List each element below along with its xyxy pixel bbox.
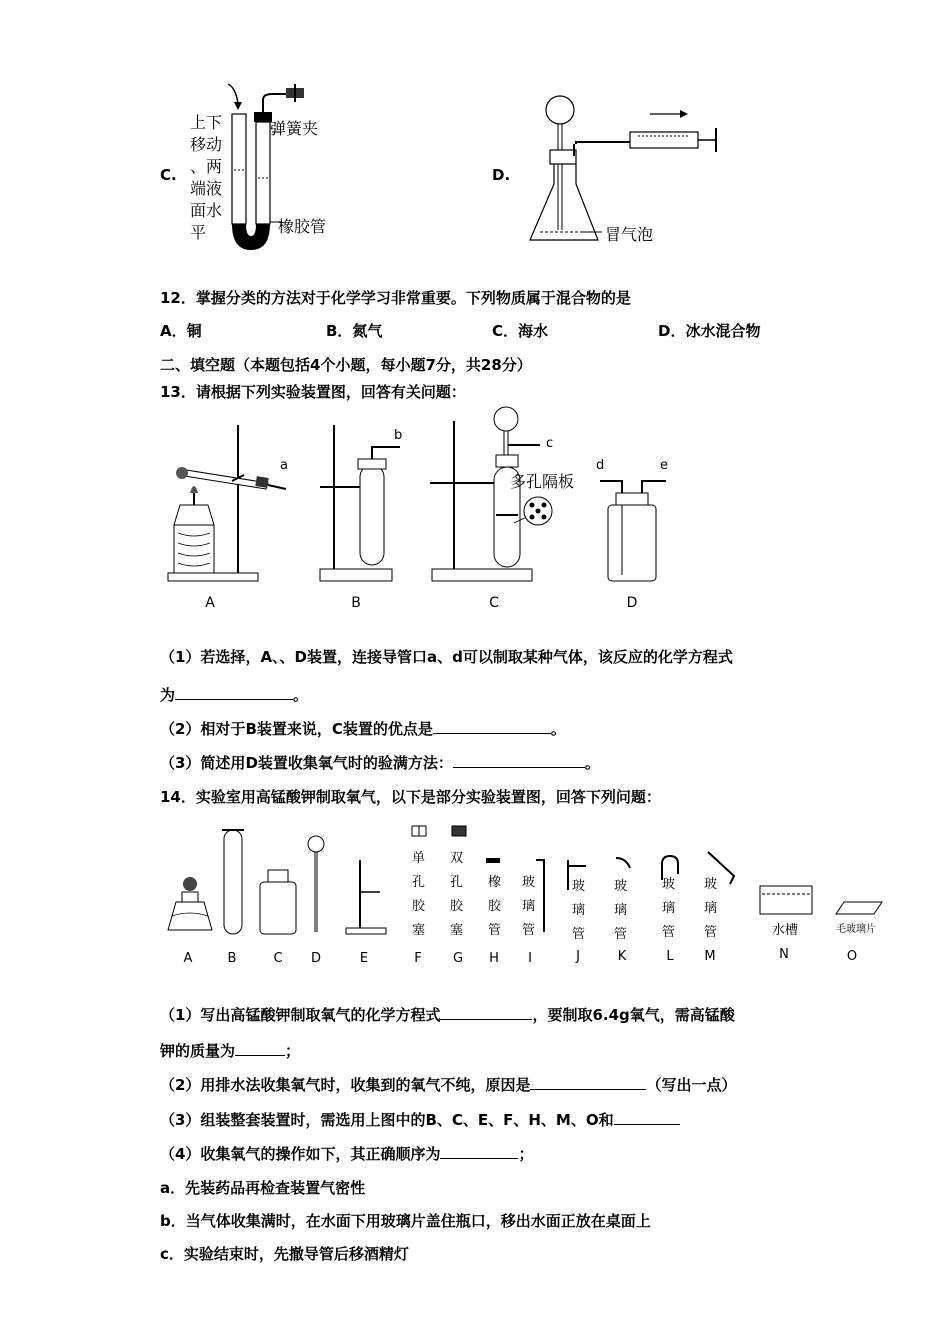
q14-part1-prefix: （1）写出高锰酸钾制取氧气的化学方程式	[160, 1006, 441, 1024]
q14-step-b: b．当气体收集满时，在水面下用玻璃片盖住瓶口，移出水面正放在桌面上	[160, 1212, 651, 1230]
q14-part1b-suffix: ；	[285, 1042, 301, 1060]
note-line: 端液	[190, 179, 223, 198]
svg-text:管: 管	[488, 923, 502, 938]
n-label: 水槽	[772, 923, 799, 938]
test-tube-b	[224, 830, 242, 934]
svg-text:管: 管	[614, 927, 628, 942]
answer-blank[interactable]	[440, 1005, 532, 1020]
q14-stem: 14．实验室用高锰酸钾制取氧气，以下是部分实验装置图，回答下列问题：	[160, 788, 661, 806]
q13-part2-suffix: 。	[550, 720, 566, 738]
svg-text:玻: 玻	[662, 877, 676, 892]
q13-part1-suffix: 。	[293, 686, 309, 704]
alcohol-lamp-a	[168, 877, 212, 930]
test-tube-b	[360, 465, 384, 565]
alcohol-lamp	[174, 505, 214, 525]
answer-blank[interactable]	[614, 1110, 680, 1125]
svg-text:胶: 胶	[450, 899, 464, 914]
bubble-label: 冒气泡	[605, 225, 654, 244]
svg-text:璃: 璃	[572, 903, 586, 918]
answer-blank[interactable]	[433, 719, 551, 734]
funnel-bulb	[546, 96, 574, 124]
i-label	[522, 874, 535, 938]
h-label	[488, 874, 502, 938]
q12-option-a: A．铜	[160, 322, 202, 340]
svg-text:O: O	[846, 949, 858, 964]
syringe-barrel	[630, 132, 698, 148]
svg-text:F: F	[414, 951, 422, 966]
iron-stand-e	[346, 860, 386, 934]
svg-text:管: 管	[522, 923, 536, 938]
stand-base	[168, 573, 258, 581]
apparatus-c	[430, 407, 574, 581]
svg-text:L: L	[666, 949, 674, 964]
q13-part1-answer-line	[160, 684, 308, 705]
q13-apparatus-figure	[160, 415, 680, 615]
note-line: 面水	[190, 201, 223, 220]
caption-d: D	[626, 595, 638, 611]
j-label	[572, 878, 585, 942]
port-e-label: e	[660, 458, 668, 473]
svg-text:M: M	[704, 949, 716, 964]
q13-part3-prefix: （3）简述用D装置收集氧气时的验满方法：	[160, 754, 453, 772]
k-label	[614, 878, 627, 942]
svg-text:C: C	[273, 951, 283, 966]
svg-text:双: 双	[450, 851, 464, 866]
u-bend	[232, 224, 270, 250]
q13-part1-prefix: 为	[160, 686, 176, 704]
q14-part1-cont	[160, 1040, 300, 1061]
port-c-label: c	[546, 436, 554, 451]
note-line: 上下	[190, 113, 223, 132]
svg-text:璃: 璃	[704, 901, 718, 916]
side-pipe	[576, 142, 630, 144]
right-tube	[256, 122, 270, 224]
q13-part1: （1）若选择，A、、D装置，连接导管口a、d可以制取某种气体，该反应的化学方程式	[160, 648, 733, 666]
glass-tube-k	[616, 858, 630, 868]
q14-captions	[184, 947, 858, 966]
svg-text:玻: 玻	[522, 875, 536, 890]
q14-part2	[160, 1074, 736, 1095]
q14-step-a: a．先装药品再检查装置气密性	[160, 1179, 366, 1197]
gas-bottle	[608, 505, 656, 581]
l-label	[662, 876, 675, 940]
svg-text:塞: 塞	[412, 923, 426, 938]
svg-text:玻: 玻	[614, 879, 628, 894]
q14-step-c: c．实验结束时，先撤导管后移酒精灯	[160, 1245, 409, 1263]
q14-part4-suffix: ；	[518, 1145, 534, 1163]
q13-part2	[160, 718, 566, 739]
svg-text:孔: 孔	[412, 875, 426, 890]
outlet-pipe	[263, 94, 290, 112]
svg-text:管: 管	[704, 925, 718, 940]
port-d-label: d	[596, 458, 605, 473]
q13-stem: 13．请根据下列实验装置图，回答有关问题：	[160, 383, 466, 401]
long-funnel-d	[308, 836, 324, 932]
svg-text:璃: 璃	[614, 903, 628, 918]
q14-part4	[160, 1143, 533, 1164]
q13-part2-prefix: （2）相对于B装置来说，C装置的优点是	[160, 720, 433, 738]
flask-stopper	[550, 150, 576, 164]
answer-blank[interactable]	[235, 1041, 285, 1056]
caption-a: A	[205, 595, 215, 611]
answer-blank[interactable]	[440, 1144, 518, 1159]
svg-text:N: N	[779, 947, 789, 962]
left-tube	[232, 114, 246, 224]
q12-option-d: D．冰水混合物	[658, 322, 761, 340]
apparatus-d	[596, 458, 668, 581]
caption-c: C	[489, 595, 499, 611]
q13-part3	[160, 752, 600, 773]
svg-text:G: G	[452, 951, 464, 966]
clip-label: 弹簧夹	[270, 119, 319, 138]
svg-text:K: K	[617, 949, 627, 964]
note-line: 平	[190, 223, 207, 242]
m-label	[704, 876, 717, 940]
svg-text:管: 管	[662, 925, 676, 940]
port-a-label: a	[280, 458, 288, 473]
svg-text:E: E	[359, 951, 369, 966]
svg-text:管: 管	[572, 927, 586, 942]
note-line: 移动	[190, 135, 223, 154]
svg-text:H: H	[489, 951, 499, 966]
rubber-tube-label: 橡胶管	[278, 217, 327, 236]
q13-part3-suffix: 。	[584, 754, 600, 772]
svg-text:A: A	[183, 951, 193, 966]
svg-text:孔: 孔	[450, 875, 464, 890]
svg-text:单: 单	[412, 851, 426, 866]
water-trough-n	[760, 886, 812, 914]
f-label	[412, 851, 426, 938]
q14-apparatus-figure	[160, 820, 890, 970]
option-d-letter: D.	[492, 166, 511, 184]
conical-flask	[530, 164, 598, 240]
caption-b: B	[351, 595, 361, 611]
q12-option-c: C．海水	[492, 322, 549, 340]
glass-slide-o	[836, 902, 882, 914]
svg-text:J: J	[576, 949, 580, 964]
double-hole-stopper	[452, 826, 466, 836]
svg-text:玻: 玻	[704, 877, 718, 892]
svg-text:塞: 塞	[450, 923, 464, 938]
apparatus-a	[168, 425, 288, 581]
arrow-head	[234, 102, 242, 110]
svg-text:璃: 璃	[662, 901, 676, 916]
funnel-c	[494, 407, 518, 431]
q14-part2-suffix: （写出一点）	[646, 1076, 737, 1094]
q12-option-b: B．氮气	[326, 322, 383, 340]
svg-text:玻: 玻	[572, 879, 586, 894]
svg-text:I: I	[528, 951, 532, 966]
q14-part3	[160, 1109, 680, 1130]
flame	[190, 486, 198, 493]
svg-text:B: B	[227, 951, 237, 966]
answer-blank[interactable]	[453, 753, 585, 768]
gas-bottle-c	[260, 870, 296, 934]
q14-part1-suffix: ，要制取6.4g氧气，需高锰酸	[532, 1006, 735, 1024]
port-b-label: b	[394, 428, 403, 443]
q12-stem: 12．掌握分类的方法对于化学学习非常重要。下列物质属于混合物的是	[160, 289, 631, 307]
q14-part2-prefix: （2）用排水法收集氧气时，收集到的氧气不纯，原因是	[160, 1076, 531, 1094]
g-label	[450, 851, 464, 938]
test-tube-a	[178, 469, 268, 489]
answer-blank[interactable]	[175, 685, 293, 700]
svg-text:璃: 璃	[522, 899, 536, 914]
answer-blank[interactable]	[530, 1075, 646, 1090]
q14-part1	[160, 1004, 735, 1025]
apparatus-b	[320, 425, 402, 581]
option-c-letter: C.	[160, 166, 177, 184]
porous-plate-label: 多孔隔板	[510, 472, 575, 491]
q14-part4-prefix: （4）收集氧气的操作如下，其正确顺序为	[160, 1145, 441, 1163]
svg-text:D: D	[310, 951, 322, 966]
svg-text:胶: 胶	[488, 899, 502, 914]
note-line: 、两	[190, 157, 223, 176]
rubber-tube-h	[486, 858, 500, 863]
q14-part1b-prefix: 钾的质量为	[160, 1042, 236, 1060]
q14-part3-prefix: （3）组装整套装置时，需选用上图中的B、C、E、F、H、M、O和	[160, 1111, 614, 1129]
svg-text:胶: 胶	[412, 899, 426, 914]
o-label: 毛玻璃片	[836, 924, 876, 935]
svg-text:橡: 橡	[488, 875, 502, 890]
section-2-heading: 二、填空题（本题包括4个小题，每小题7分，共28分）	[160, 356, 532, 374]
arrow-line	[228, 84, 238, 104]
glass-tube-i	[536, 860, 544, 932]
